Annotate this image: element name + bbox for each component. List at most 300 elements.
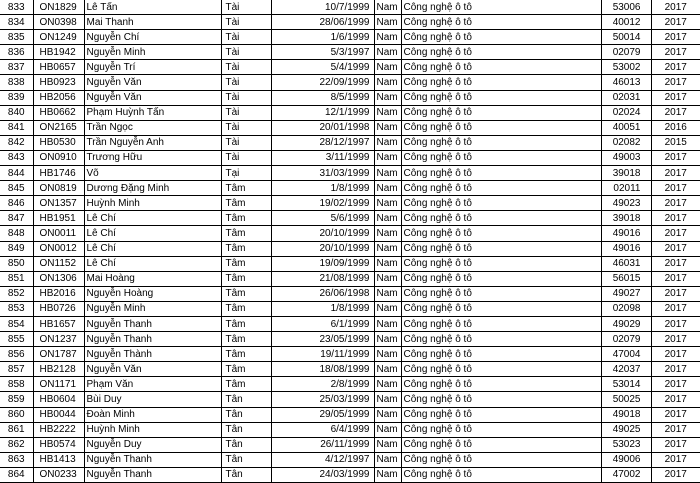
family-middle-name-cell: Lê Chí bbox=[84, 226, 221, 241]
given-name-cell: Tâm bbox=[221, 362, 271, 377]
major-cell: Công nghệ ô tô bbox=[401, 90, 601, 105]
given-name-cell: Tài bbox=[221, 90, 271, 105]
family-middle-name-cell: Mai Hoàng bbox=[84, 271, 221, 286]
date-of-birth-cell: 25/03/1999 bbox=[271, 392, 374, 407]
gender-cell: Nam bbox=[374, 0, 401, 15]
family-middle-name-cell: Nguyễn Thanh bbox=[84, 332, 221, 347]
family-middle-name-cell: Võ bbox=[84, 166, 221, 181]
table-row bbox=[0, 347, 700, 362]
row-number-cell: 849 bbox=[0, 241, 33, 256]
code-cell: 40051 bbox=[601, 120, 651, 135]
date-of-birth-cell: 4/12/1997 bbox=[271, 452, 374, 467]
year-cell: 2017 bbox=[651, 301, 700, 316]
given-name-cell: Tân bbox=[221, 407, 271, 422]
student-id-cell: HB2056 bbox=[33, 90, 84, 105]
major-cell: Công nghệ ô tô bbox=[401, 407, 601, 422]
code-cell: 46031 bbox=[601, 256, 651, 271]
date-of-birth-cell: 28/06/1999 bbox=[271, 15, 374, 30]
gender-cell: Nam bbox=[374, 135, 401, 150]
row-number-cell: 856 bbox=[0, 347, 33, 362]
date-of-birth-cell: 1/8/1999 bbox=[271, 181, 374, 196]
major-cell: Công nghệ ô tô bbox=[401, 181, 601, 196]
family-middle-name-cell: Nguyễn Thành bbox=[84, 347, 221, 362]
gender-cell: Nam bbox=[374, 241, 401, 256]
table-row bbox=[0, 120, 700, 135]
gender-cell: Nam bbox=[374, 75, 401, 90]
major-cell: Công nghệ ô tô bbox=[401, 362, 601, 377]
year-cell: 2017 bbox=[651, 332, 700, 347]
major-cell: Công nghệ ô tô bbox=[401, 105, 601, 120]
row-number-cell: 846 bbox=[0, 196, 33, 211]
given-name-cell: Tâm bbox=[221, 332, 271, 347]
given-name-cell: Tài bbox=[221, 15, 271, 30]
given-name-cell: Tâm bbox=[221, 286, 271, 301]
code-cell: 49016 bbox=[601, 226, 651, 241]
student-id-cell: ON1829 bbox=[33, 0, 84, 15]
date-of-birth-cell: 12/1/1999 bbox=[271, 105, 374, 120]
row-number-cell: 861 bbox=[0, 422, 33, 437]
given-name-cell: Tân bbox=[221, 422, 271, 437]
gender-cell: Nam bbox=[374, 286, 401, 301]
major-cell: Công nghệ ô tô bbox=[401, 75, 601, 90]
date-of-birth-cell: 19/09/1999 bbox=[271, 256, 374, 271]
student-id-cell: ON0398 bbox=[33, 15, 84, 30]
table-row bbox=[0, 226, 700, 241]
family-middle-name-cell: Bùi Duy bbox=[84, 392, 221, 407]
date-of-birth-cell: 5/6/1999 bbox=[271, 211, 374, 226]
table-row bbox=[0, 30, 700, 45]
student-id-cell: HB2222 bbox=[33, 422, 84, 437]
given-name-cell: Tâm bbox=[221, 301, 271, 316]
given-name-cell: Tâm bbox=[221, 377, 271, 392]
code-cell: 02082 bbox=[601, 135, 651, 150]
date-of-birth-cell: 20/10/1999 bbox=[271, 226, 374, 241]
year-cell: 2017 bbox=[651, 75, 700, 90]
gender-cell: Nam bbox=[374, 422, 401, 437]
date-of-birth-cell: 18/08/1999 bbox=[271, 362, 374, 377]
student-id-cell: ON0012 bbox=[33, 241, 84, 256]
given-name-cell: Tâm bbox=[221, 347, 271, 362]
family-middle-name-cell: Lê Chí bbox=[84, 241, 221, 256]
student-id-cell: ON1306 bbox=[33, 271, 84, 286]
year-cell: 2017 bbox=[651, 105, 700, 120]
row-number-cell: 851 bbox=[0, 271, 33, 286]
major-cell: Công nghệ ô tô bbox=[401, 120, 601, 135]
gender-cell: Nam bbox=[374, 377, 401, 392]
family-middle-name-cell: Huỳnh Minh bbox=[84, 196, 221, 211]
year-cell: 2017 bbox=[651, 90, 700, 105]
gender-cell: Nam bbox=[374, 226, 401, 241]
gender-cell: Nam bbox=[374, 120, 401, 135]
family-middle-name-cell: Nguyễn Hoàng bbox=[84, 286, 221, 301]
major-cell: Công nghệ ô tô bbox=[401, 15, 601, 30]
given-name-cell: Tâm bbox=[221, 226, 271, 241]
year-cell: 2017 bbox=[651, 181, 700, 196]
family-middle-name-cell: Nguyễn Văn bbox=[84, 90, 221, 105]
year-cell: 2017 bbox=[651, 377, 700, 392]
student-id-cell: HB0662 bbox=[33, 105, 84, 120]
major-cell: Công nghệ ô tô bbox=[401, 30, 601, 45]
student-id-cell: HB1951 bbox=[33, 211, 84, 226]
major-cell: Công nghệ ô tô bbox=[401, 437, 601, 452]
code-cell: 49018 bbox=[601, 407, 651, 422]
code-cell: 47004 bbox=[601, 347, 651, 362]
table-row bbox=[0, 75, 700, 90]
student-id-cell: HB1657 bbox=[33, 316, 84, 331]
date-of-birth-cell: 20/01/1998 bbox=[271, 120, 374, 135]
student-id-cell: ON2165 bbox=[33, 120, 84, 135]
gender-cell: Nam bbox=[374, 301, 401, 316]
row-number-cell: 850 bbox=[0, 256, 33, 271]
year-cell: 2017 bbox=[651, 0, 700, 15]
year-cell: 2017 bbox=[651, 422, 700, 437]
row-number-cell: 841 bbox=[0, 120, 33, 135]
date-of-birth-cell: 23/05/1999 bbox=[271, 332, 374, 347]
student-id-cell: ON1249 bbox=[33, 30, 84, 45]
table-row bbox=[0, 135, 700, 150]
code-cell: 02079 bbox=[601, 332, 651, 347]
given-name-cell: Tài bbox=[221, 45, 271, 60]
year-cell: 2017 bbox=[651, 211, 700, 226]
major-cell: Công nghệ ô tô bbox=[401, 226, 601, 241]
gender-cell: Nam bbox=[374, 60, 401, 75]
major-cell: Công nghệ ô tô bbox=[401, 316, 601, 331]
row-number-cell: 854 bbox=[0, 316, 33, 331]
code-cell: 49016 bbox=[601, 241, 651, 256]
given-name-cell: Tâm bbox=[221, 256, 271, 271]
family-middle-name-cell: Nguyễn Chí bbox=[84, 30, 221, 45]
table-row bbox=[0, 0, 700, 15]
given-name-cell: Tài bbox=[221, 150, 271, 165]
table-row bbox=[0, 90, 700, 105]
family-middle-name-cell: Lê Tấn bbox=[84, 0, 221, 15]
major-cell: Công nghệ ô tô bbox=[401, 422, 601, 437]
given-name-cell: Tân bbox=[221, 467, 271, 482]
code-cell: 02024 bbox=[601, 105, 651, 120]
major-cell: Công nghệ ô tô bbox=[401, 271, 601, 286]
gender-cell: Nam bbox=[374, 362, 401, 377]
major-cell: Công nghệ ô tô bbox=[401, 392, 601, 407]
date-of-birth-cell: 6/1/1999 bbox=[271, 316, 374, 331]
major-cell: Công nghệ ô tô bbox=[401, 286, 601, 301]
table-row bbox=[0, 422, 700, 437]
row-number-cell: 836 bbox=[0, 45, 33, 60]
major-cell: Công nghệ ô tô bbox=[401, 211, 601, 226]
year-cell: 2017 bbox=[651, 452, 700, 467]
date-of-birth-cell: 29/05/1999 bbox=[271, 407, 374, 422]
family-middle-name-cell: Trương Hữu bbox=[84, 150, 221, 165]
date-of-birth-cell: 10/7/1999 bbox=[271, 0, 374, 15]
code-cell: 02031 bbox=[601, 90, 651, 105]
year-cell: 2017 bbox=[651, 30, 700, 45]
table-row bbox=[0, 105, 700, 120]
family-middle-name-cell: Nguyễn Minh bbox=[84, 301, 221, 316]
major-cell: Công nghệ ô tô bbox=[401, 241, 601, 256]
given-name-cell: Tài bbox=[221, 60, 271, 75]
code-cell: 56015 bbox=[601, 271, 651, 286]
gender-cell: Nam bbox=[374, 347, 401, 362]
year-cell: 2017 bbox=[651, 316, 700, 331]
year-cell: 2017 bbox=[651, 256, 700, 271]
year-cell: 2017 bbox=[651, 226, 700, 241]
row-number-cell: 834 bbox=[0, 15, 33, 30]
major-cell: Công nghệ ô tô bbox=[401, 166, 601, 181]
year-cell: 2017 bbox=[651, 166, 700, 181]
gender-cell: Nam bbox=[374, 15, 401, 30]
code-cell: 49025 bbox=[601, 422, 651, 437]
major-cell: Công nghệ ô tô bbox=[401, 332, 601, 347]
year-cell: 2017 bbox=[651, 196, 700, 211]
year-cell: 2017 bbox=[651, 241, 700, 256]
gender-cell: Nam bbox=[374, 407, 401, 422]
year-cell: 2016 bbox=[651, 120, 700, 135]
family-middle-name-cell: Lê Chí bbox=[84, 211, 221, 226]
year-cell: 2017 bbox=[651, 467, 700, 482]
table-row bbox=[0, 316, 700, 331]
student-id-cell: HB0530 bbox=[33, 135, 84, 150]
table-row bbox=[0, 166, 700, 181]
major-cell: Công nghệ ô tô bbox=[401, 196, 601, 211]
student-id-cell: ON1171 bbox=[33, 377, 84, 392]
code-cell: 02011 bbox=[601, 181, 651, 196]
date-of-birth-cell: 5/4/1999 bbox=[271, 60, 374, 75]
gender-cell: Nam bbox=[374, 256, 401, 271]
student-id-cell: HB0574 bbox=[33, 437, 84, 452]
gender-cell: Nam bbox=[374, 166, 401, 181]
year-cell: 2017 bbox=[651, 150, 700, 165]
family-middle-name-cell: Phạm Huỳnh Tấn bbox=[84, 105, 221, 120]
date-of-birth-cell: 31/03/1999 bbox=[271, 166, 374, 181]
given-name-cell: Tâm bbox=[221, 181, 271, 196]
code-cell: 46013 bbox=[601, 75, 651, 90]
student-id-cell: HB0044 bbox=[33, 407, 84, 422]
date-of-birth-cell: 1/6/1999 bbox=[271, 30, 374, 45]
date-of-birth-cell: 20/10/1999 bbox=[271, 241, 374, 256]
row-number-cell: 847 bbox=[0, 211, 33, 226]
row-number-cell: 863 bbox=[0, 452, 33, 467]
major-cell: Công nghệ ô tô bbox=[401, 301, 601, 316]
year-cell: 2017 bbox=[651, 392, 700, 407]
table-row bbox=[0, 271, 700, 286]
family-middle-name-cell: Nguyễn Minh bbox=[84, 45, 221, 60]
gender-cell: Nam bbox=[374, 392, 401, 407]
major-cell: Công nghệ ô tô bbox=[401, 377, 601, 392]
year-cell: 2017 bbox=[651, 286, 700, 301]
table-row bbox=[0, 377, 700, 392]
code-cell: 39018 bbox=[601, 211, 651, 226]
table-row bbox=[0, 15, 700, 30]
date-of-birth-cell: 8/5/1999 bbox=[271, 90, 374, 105]
date-of-birth-cell: 21/08/1999 bbox=[271, 271, 374, 286]
row-number-cell: 837 bbox=[0, 60, 33, 75]
code-cell: 53006 bbox=[601, 0, 651, 15]
family-middle-name-cell: Mai Thanh bbox=[84, 15, 221, 30]
student-id-cell: ON1787 bbox=[33, 347, 84, 362]
major-cell: Công nghệ ô tô bbox=[401, 135, 601, 150]
code-cell: 02098 bbox=[601, 301, 651, 316]
row-number-cell: 835 bbox=[0, 30, 33, 45]
code-cell: 49006 bbox=[601, 452, 651, 467]
year-cell: 2017 bbox=[651, 347, 700, 362]
given-name-cell: Tài bbox=[221, 135, 271, 150]
family-middle-name-cell: Nguyễn Thanh bbox=[84, 316, 221, 331]
family-middle-name-cell: Nguyễn Trí bbox=[84, 60, 221, 75]
year-cell: 2017 bbox=[651, 15, 700, 30]
table-row bbox=[0, 332, 700, 347]
student-id-cell: HB1942 bbox=[33, 45, 84, 60]
given-name-cell: Tâm bbox=[221, 211, 271, 226]
code-cell: 49027 bbox=[601, 286, 651, 301]
year-cell: 2017 bbox=[651, 60, 700, 75]
table-row bbox=[0, 150, 700, 165]
table-row bbox=[0, 467, 700, 482]
table-row bbox=[0, 301, 700, 316]
row-number-cell: 862 bbox=[0, 437, 33, 452]
student-id-cell: ON1357 bbox=[33, 196, 84, 211]
row-number-cell: 852 bbox=[0, 286, 33, 301]
table-row bbox=[0, 45, 700, 60]
major-cell: Công nghệ ô tô bbox=[401, 347, 601, 362]
given-name-cell: Tài bbox=[221, 30, 271, 45]
family-middle-name-cell: Dương Đặng Minh bbox=[84, 181, 221, 196]
given-name-cell: Tài bbox=[221, 105, 271, 120]
row-number-cell: 858 bbox=[0, 377, 33, 392]
table-row bbox=[0, 286, 700, 301]
student-id-cell: HB0923 bbox=[33, 75, 84, 90]
table-row bbox=[0, 407, 700, 422]
row-number-cell: 864 bbox=[0, 467, 33, 482]
row-number-cell: 838 bbox=[0, 75, 33, 90]
student-id-cell: HB1746 bbox=[33, 166, 84, 181]
gender-cell: Nam bbox=[374, 452, 401, 467]
gender-cell: Nam bbox=[374, 45, 401, 60]
code-cell: 42037 bbox=[601, 362, 651, 377]
table-row bbox=[0, 181, 700, 196]
given-name-cell: Tân bbox=[221, 392, 271, 407]
row-number-cell: 842 bbox=[0, 135, 33, 150]
year-cell: 2017 bbox=[651, 437, 700, 452]
date-of-birth-cell: 26/11/1999 bbox=[271, 437, 374, 452]
gender-cell: Nam bbox=[374, 316, 401, 331]
major-cell: Công nghệ ô tô bbox=[401, 150, 601, 165]
date-of-birth-cell: 28/12/1997 bbox=[271, 135, 374, 150]
gender-cell: Nam bbox=[374, 90, 401, 105]
code-cell: 02079 bbox=[601, 45, 651, 60]
code-cell: 47002 bbox=[601, 467, 651, 482]
family-middle-name-cell: Lê Chí bbox=[84, 256, 221, 271]
code-cell: 49029 bbox=[601, 316, 651, 331]
student-id-cell: HB2016 bbox=[33, 286, 84, 301]
gender-cell: Nam bbox=[374, 271, 401, 286]
given-name-cell: Tân bbox=[221, 437, 271, 452]
student-id-cell: HB0726 bbox=[33, 301, 84, 316]
student-id-cell: HB2128 bbox=[33, 362, 84, 377]
given-name-cell: Tài bbox=[221, 120, 271, 135]
given-name-cell: Tại bbox=[221, 166, 271, 181]
date-of-birth-cell: 19/02/1999 bbox=[271, 196, 374, 211]
date-of-birth-cell: 2/8/1999 bbox=[271, 377, 374, 392]
row-number-cell: 848 bbox=[0, 226, 33, 241]
table-row bbox=[0, 60, 700, 75]
year-cell: 2017 bbox=[651, 362, 700, 377]
major-cell: Công nghệ ô tô bbox=[401, 467, 601, 482]
family-middle-name-cell: Phạm Văn bbox=[84, 377, 221, 392]
row-number-cell: 844 bbox=[0, 166, 33, 181]
table-row bbox=[0, 241, 700, 256]
gender-cell: Nam bbox=[374, 150, 401, 165]
row-number-cell: 857 bbox=[0, 362, 33, 377]
student-id-cell: ON1237 bbox=[33, 332, 84, 347]
date-of-birth-cell: 3/11/1999 bbox=[271, 150, 374, 165]
row-number-cell: 840 bbox=[0, 105, 33, 120]
row-number-cell: 843 bbox=[0, 150, 33, 165]
major-cell: Công nghệ ô tô bbox=[401, 0, 601, 15]
code-cell: 53023 bbox=[601, 437, 651, 452]
code-cell: 50014 bbox=[601, 30, 651, 45]
date-of-birth-cell: 19/11/1999 bbox=[271, 347, 374, 362]
table-row bbox=[0, 437, 700, 452]
student-id-cell: HB0604 bbox=[33, 392, 84, 407]
gender-cell: Nam bbox=[374, 196, 401, 211]
date-of-birth-cell: 1/8/1999 bbox=[271, 301, 374, 316]
year-cell: 2015 bbox=[651, 135, 700, 150]
date-of-birth-cell: 6/4/1999 bbox=[271, 422, 374, 437]
date-of-birth-cell: 5/3/1997 bbox=[271, 45, 374, 60]
family-middle-name-cell: Nguyễn Văn bbox=[84, 75, 221, 90]
major-cell: Công nghệ ô tô bbox=[401, 256, 601, 271]
family-middle-name-cell: Trần Ngọc bbox=[84, 120, 221, 135]
family-middle-name-cell: Nguyễn Duy bbox=[84, 437, 221, 452]
family-middle-name-cell: Nguyễn Văn bbox=[84, 362, 221, 377]
row-number-cell: 839 bbox=[0, 90, 33, 105]
code-cell: 53014 bbox=[601, 377, 651, 392]
code-cell: 40012 bbox=[601, 15, 651, 30]
table-row bbox=[0, 392, 700, 407]
row-number-cell: 833 bbox=[0, 0, 33, 15]
row-number-cell: 860 bbox=[0, 407, 33, 422]
row-number-cell: 845 bbox=[0, 181, 33, 196]
student-id-cell: ON1152 bbox=[33, 256, 84, 271]
gender-cell: Nam bbox=[374, 30, 401, 45]
date-of-birth-cell: 24/03/1999 bbox=[271, 467, 374, 482]
year-cell: 2017 bbox=[651, 271, 700, 286]
gender-cell: Nam bbox=[374, 467, 401, 482]
row-number-cell: 855 bbox=[0, 332, 33, 347]
given-name-cell: Tâm bbox=[221, 316, 271, 331]
given-name-cell: Tâm bbox=[221, 241, 271, 256]
family-middle-name-cell: Trần Nguyễn Anh bbox=[84, 135, 221, 150]
family-middle-name-cell: Nguyễn Thanh bbox=[84, 467, 221, 482]
code-cell: 50025 bbox=[601, 392, 651, 407]
student-id-cell: ON0011 bbox=[33, 226, 84, 241]
table-row bbox=[0, 211, 700, 226]
year-cell: 2017 bbox=[651, 45, 700, 60]
gender-cell: Nam bbox=[374, 332, 401, 347]
date-of-birth-cell: 22/09/1999 bbox=[271, 75, 374, 90]
date-of-birth-cell: 26/06/1998 bbox=[271, 286, 374, 301]
student-id-cell: HB1413 bbox=[33, 452, 84, 467]
student-id-cell: HB0657 bbox=[33, 60, 84, 75]
major-cell: Công nghệ ô tô bbox=[401, 452, 601, 467]
year-cell: 2017 bbox=[651, 407, 700, 422]
family-middle-name-cell: Nguyễn Thanh bbox=[84, 452, 221, 467]
given-name-cell: Tân bbox=[221, 452, 271, 467]
gender-cell: Nam bbox=[374, 105, 401, 120]
row-number-cell: 853 bbox=[0, 301, 33, 316]
gender-cell: Nam bbox=[374, 181, 401, 196]
table-row bbox=[0, 256, 700, 271]
student-id-cell: ON0910 bbox=[33, 150, 84, 165]
